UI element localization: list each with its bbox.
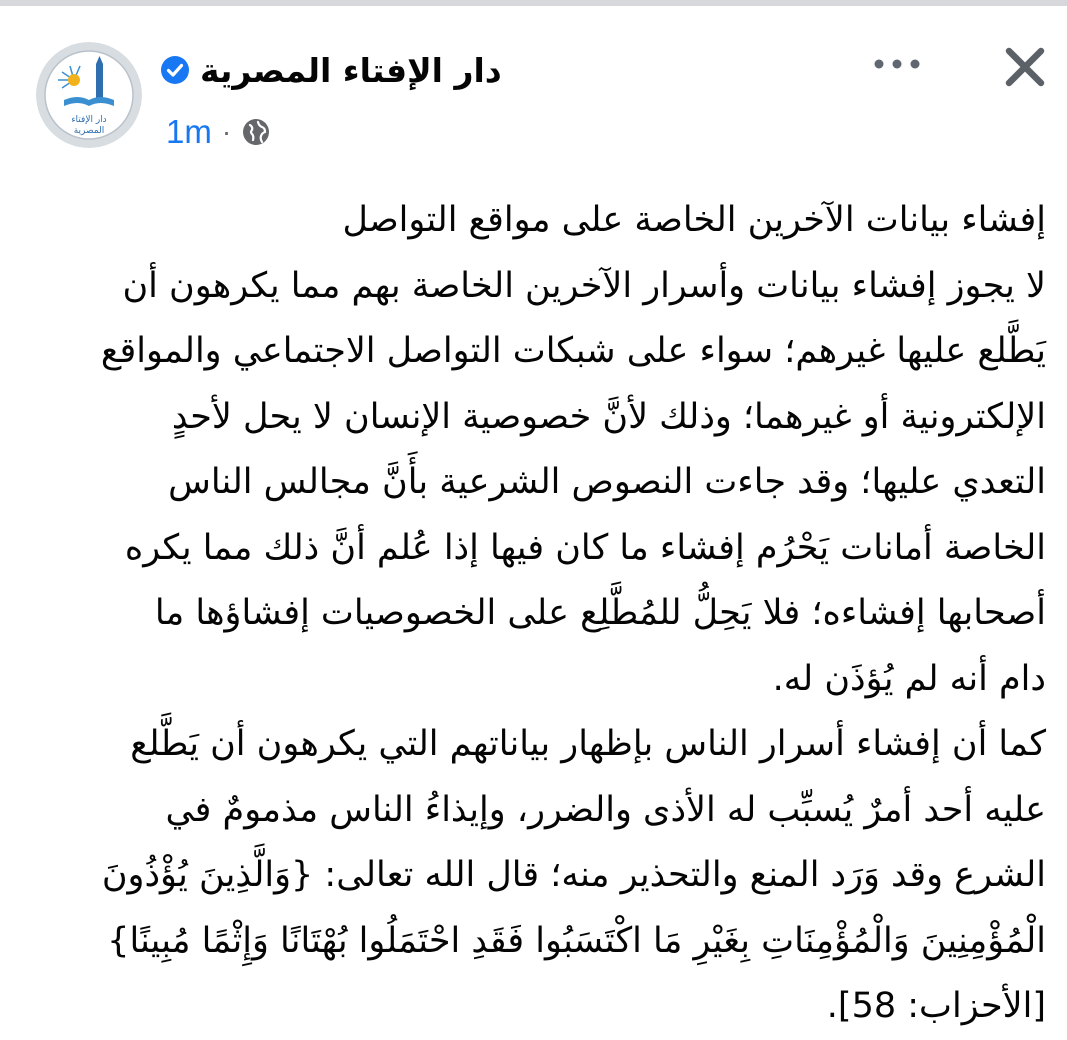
- post-line: إفشاء بيانات الآخرين الخاصة على مواقع التواصل: [342, 200, 1046, 240]
- post-text: [28, 188, 1046, 1040]
- post-line: الإلكترونية أو غيرهما؛ وذلك لأنَّ خصوصية الإنسان لا يحل لأحدٍ: [171, 396, 1046, 437]
- post-line: [الأحزاب: 58].: [826, 986, 1046, 1026]
- post-meta: [166, 110, 271, 154]
- more-options-button[interactable]: [866, 44, 928, 84]
- close-button[interactable]: [998, 40, 1052, 94]
- globe-icon: [241, 117, 271, 147]
- page-avatar[interactable]: [36, 42, 142, 148]
- post-line: عليه أحد أمرٌ يُسبِّب له الأذى والضرر، وإيذاءُ الناس مذمومٌ في: [165, 789, 1046, 830]
- post-line: دام أنه لم يُؤذَن له.: [772, 658, 1046, 699]
- svg-text:دار الإفتاء: دار الإفتاء: [71, 115, 107, 125]
- verified-badge-icon: [160, 55, 190, 85]
- svg-text:المصرية: المصرية: [73, 126, 105, 136]
- post-line: كما أن إفشاء أسرار الناس بإظهار بياناتهم التي يكرهون أن يَطَّلع: [130, 724, 1046, 764]
- post-line: يَطَّلع عليها غيرهم؛ سواء على شبكات التواصل الاجتماعي والمواقع: [100, 331, 1046, 371]
- post-line: الخاصة أمانات يَحْرُم إفشاء ما كان فيها إذا عُلم أنَّ ذلك مما يكره: [124, 527, 1046, 568]
- meta-separator: ·: [221, 116, 232, 147]
- post-line: الشرع وقد وَرَد المنع والتحذير منه؛ قال الله تعالى: {وَالَّذِينَ يُؤْذُونَ: [101, 855, 1046, 895]
- post-line: لا يجوز إفشاء بيانات وأسرار الآخرين الخاصة بهم مما يكرهون أن: [122, 265, 1046, 306]
- post-header-title: [160, 48, 502, 92]
- page-logo-icon: [36, 42, 142, 148]
- close-icon: [1003, 45, 1047, 89]
- post-line: الْمُؤْمِنِينَ وَالْمُؤْمِنَاتِ بِغَيْرِ مَا اكْتَسَبُوا فَقَدِ احْتَمَلُوا بُهْتَانًا وَإِثْمًا مُبِينًا}: [107, 920, 1046, 961]
- post-line: أصحابها إفشاءه؛ فلا يَحِلُّ للمُطَّلِع على الخصوصيات إفشاؤها ما: [154, 593, 1046, 633]
- more-options-icon: [873, 58, 921, 70]
- post-timestamp[interactable]: 1m: [166, 113, 212, 150]
- page-name-link[interactable]: دار الإفتاء المصرية: [200, 50, 502, 90]
- top-divider: [0, 0, 1067, 6]
- post-line: التعدي عليها؛ وقد جاءت النصوص الشرعية بأَنَّ مجالس الناس: [168, 462, 1046, 502]
